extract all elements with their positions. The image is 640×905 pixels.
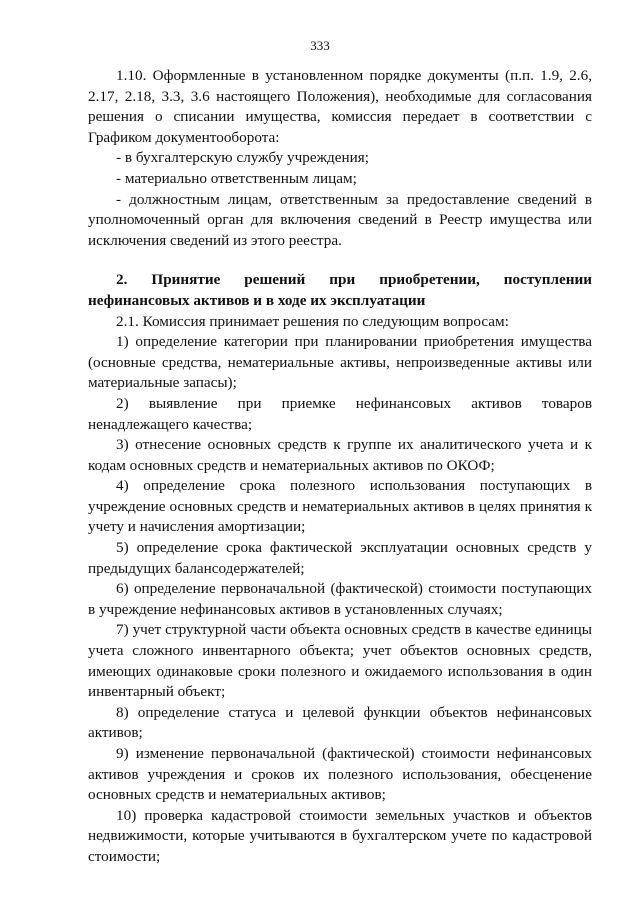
list-item: 9) изменение первоначальной (фактической) стоимости нефинансовых активов учреждения и сроков их полезного использования, обесценение основных средств и нематериальных активов;: [88, 745, 592, 804]
page-number: 333: [310, 38, 330, 53]
list-item: 8) определение статуса и целевой функции объектов нефинансовых активов;: [88, 703, 592, 742]
list-item: 5) определение срока фактической эксплуатации основных средств у предыдущих балансодержателей;: [88, 539, 592, 577]
document-body: [88, 66, 592, 868]
list-item: 1) определение категории при планировании приобретения имущества (основные средства, нематериальные активы, непроизведенные активы или материальные запасы);: [88, 333, 592, 392]
list-item: 7) учет структурной части объекта основных средств в качестве единицы учета сложного инвентарного объекта; учет объектов основных средств, имеющих одинаковые сроки полезного и ожидаемого использования в один инвентарный объект;: [88, 621, 592, 701]
list-item: 2) выявление при приемке нефинансовых активов товаров ненадлежащего качества;: [88, 394, 592, 433]
clause-2-1: 2.1. Комиссия принимает решения по следующим вопросам:: [116, 312, 509, 330]
dash-item-accounting: - в бухгалтерскую службу учреждения;: [116, 149, 369, 167]
list-item: 4) определение срока полезного использования поступающих в учреждение основных средств и нематериальных активов в целях принятия к учету и начисления амортизации;: [88, 477, 592, 536]
dash-item-officials: - должностным лицам, ответственным за предоставление сведений в уполномоченный орган для включения сведений в Реестр имущества или исключения сведений из этого реестра.: [88, 190, 592, 249]
list-item: 6) определение первоначальной (фактической) стоимости поступающих в учреждение нефинансовых активов в установленных случаях;: [88, 580, 592, 618]
section-2-heading: 2. Принятие решений при приобретении, поступлении нефинансовых активов и в ходе их эксплуатации: [88, 271, 592, 309]
list-item: 10) проверка кадастровой стоимости земельных участков и объектов недвижимости, которые учитываются в бухгалтерском учете по кадастровой стоимости;: [88, 806, 592, 865]
list-item: 3) отнесение основных средств к группе их аналитического учета и к кодам основных средств и нематериальных активов по ОКОФ;: [88, 436, 592, 474]
clause-1-10: 1.10. Оформленные в установленном порядке документы (п.п. 1.9, 2.6, 2.17, 2.18, 3.3, 3.6 настоящего Положения), необходимые для согласования решения о списании имущества, комиссия передает в соответствии с Графиком документооборота:: [88, 67, 592, 146]
dash-item-responsible: - материально ответственным лицам;: [116, 169, 357, 187]
